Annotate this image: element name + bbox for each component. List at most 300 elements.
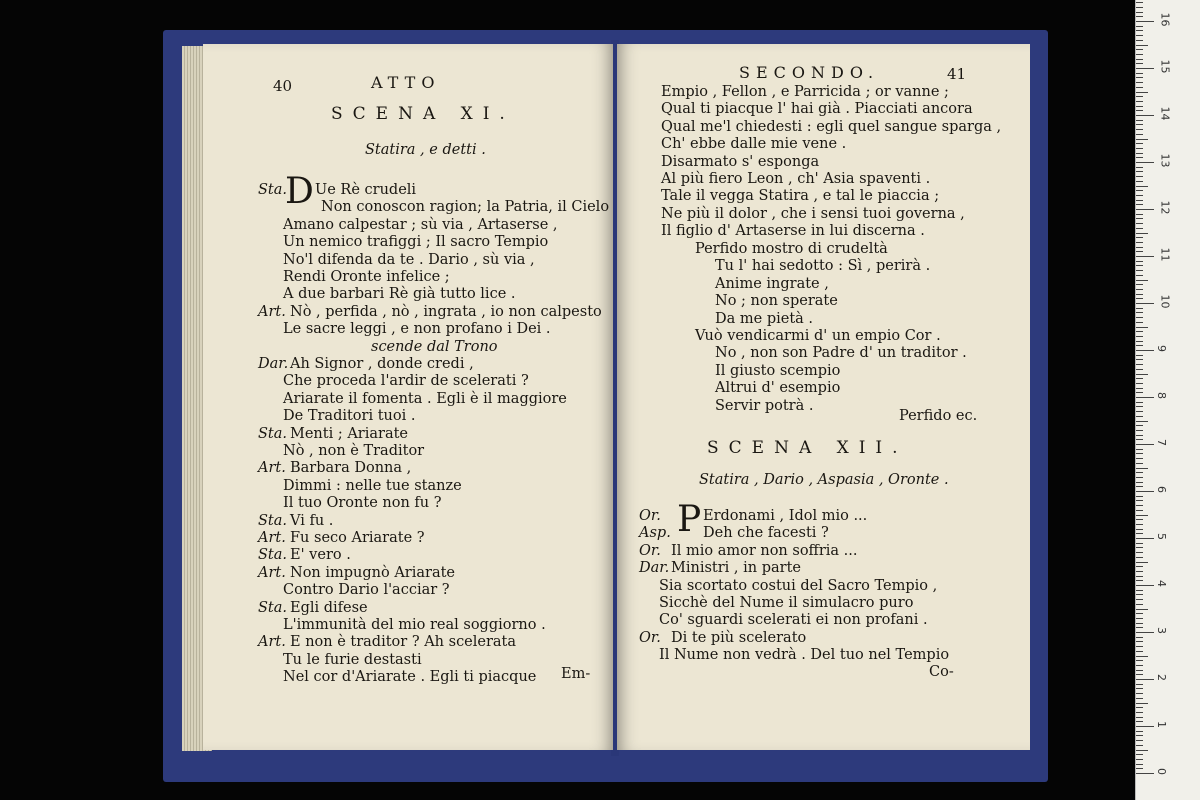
catchword: Em-	[561, 666, 591, 682]
ruler-tick	[1136, 92, 1148, 93]
line-text: Nò , perfida , nò , ingrata , io non calpesto	[290, 303, 602, 320]
ruler-label: 7	[1155, 439, 1168, 446]
speaker-label: Sta.	[258, 182, 288, 198]
speaker-label: Art.	[258, 634, 286, 651]
line-text: Co' sguardi scelerati ei non profani .	[659, 612, 928, 629]
ruler-tick	[1136, 515, 1148, 516]
ruler-tick	[1136, 735, 1143, 736]
ruler-tick	[1136, 665, 1143, 666]
ruler-tick	[1136, 562, 1148, 563]
ruler-tick	[1136, 242, 1143, 243]
ruler-tick	[1136, 632, 1154, 633]
ruler-tick	[1136, 740, 1143, 741]
ruler-tick	[1136, 759, 1143, 760]
ruler-tick	[1136, 646, 1143, 647]
right-page	[617, 44, 1030, 750]
ruler-label: 5	[1155, 533, 1168, 540]
ruler-tick	[1136, 378, 1143, 379]
ruler-tick	[1136, 496, 1143, 497]
text-line	[283, 408, 415, 425]
text-line	[258, 634, 516, 651]
scene-title: SCENA XI.	[331, 104, 515, 124]
text-line	[659, 647, 949, 664]
ruler-tick	[1136, 482, 1143, 483]
ruler-tick	[1136, 251, 1143, 252]
text-line	[639, 543, 858, 560]
ruler-tick	[1136, 312, 1143, 313]
ruler-tick	[1136, 101, 1143, 102]
ruler-tick	[1136, 275, 1143, 276]
line-text: Tale il vegga Statira , e tal le piaccia ;	[661, 188, 940, 205]
text-line	[661, 154, 819, 171]
ruler-tick	[1136, 129, 1143, 130]
ruler-tick	[1136, 68, 1154, 69]
ruler-tick	[1136, 2, 1143, 3]
ruler-label: 10	[1158, 294, 1172, 309]
ruler-label: 11	[1158, 247, 1172, 262]
ruler-tick	[1136, 153, 1143, 154]
text-line	[703, 508, 867, 525]
ruler-tick	[1136, 186, 1148, 187]
ruler-tick	[1136, 40, 1143, 41]
ruler-tick	[1136, 87, 1143, 88]
text-line	[258, 304, 602, 321]
line-text: Vuò vendicarmi d' un empio Cor .	[695, 328, 941, 344]
ruler-tick	[1136, 35, 1143, 36]
text-line	[661, 223, 925, 240]
line-text: Fu seco Ariarate ?	[290, 530, 425, 546]
speaker-label: Dar.	[258, 356, 289, 372]
ruler-tick	[1136, 171, 1143, 172]
ruler-tick	[1136, 444, 1154, 445]
line-text: Ne più il dolor , che i sensi tuoi governa ,	[661, 205, 965, 222]
ruler-tick	[1136, 16, 1143, 17]
ruler-tick	[1136, 726, 1154, 727]
line-text: Il tuo Oronte non fu ?	[283, 495, 442, 512]
line-text: Ah Signor , donde credi ,	[290, 356, 474, 372]
ruler-tick	[1136, 397, 1154, 398]
line-text: Barbara Donna ,	[290, 460, 412, 477]
text-line	[659, 612, 928, 629]
ruler-tick	[1136, 707, 1143, 708]
text-line	[283, 478, 462, 495]
ruler-tick	[1136, 30, 1143, 31]
ruler-tick	[1136, 519, 1143, 520]
text-line	[715, 380, 840, 397]
text-line	[283, 652, 422, 669]
ruler-tick	[1136, 110, 1143, 111]
line-text: Erdonami , Idol mio ...	[703, 508, 868, 524]
ruler-tick	[1136, 134, 1143, 135]
text-line	[283, 443, 424, 460]
line-text: Contro Dario l'acciar ?	[283, 582, 450, 599]
text-line	[258, 565, 455, 582]
ruler-tick	[1136, 45, 1148, 46]
line-text: Che proceda l'ardir de scelerati ?	[283, 373, 529, 390]
ruler-tick	[1136, 355, 1143, 356]
line-text: Il mio amor non soffria ...	[671, 542, 858, 559]
line-text: A due barbari Rè già tutto lice .	[283, 286, 516, 303]
text-line	[258, 600, 368, 617]
ruler-tick	[1136, 430, 1143, 431]
text-line	[639, 630, 806, 647]
ruler-tick	[1136, 613, 1143, 614]
page-number: 40	[273, 77, 293, 95]
ruler-tick	[1136, 303, 1154, 304]
ruler-tick	[1136, 63, 1143, 64]
catchword: Co-	[929, 664, 954, 680]
ruler-tick	[1136, 754, 1143, 755]
line-text: Servir potrà .	[715, 397, 814, 414]
ruler-tick	[1136, 745, 1143, 746]
ruler-tick	[1136, 237, 1143, 238]
line-text: Nò , non è Traditor	[283, 443, 425, 459]
ruler-label: 14	[1158, 106, 1172, 121]
text-line	[695, 328, 941, 345]
line-text: Egli difese	[290, 599, 368, 616]
ruler-tick	[1136, 552, 1143, 553]
speaker-label: Art.	[258, 460, 286, 477]
ruler-tick	[1136, 124, 1143, 125]
measuring-ruler	[1135, 0, 1200, 800]
ruler-tick	[1136, 576, 1143, 577]
text-line	[703, 525, 829, 542]
ruler-tick	[1136, 453, 1143, 454]
ruler-tick	[1136, 392, 1143, 393]
ruler-tick	[1136, 176, 1143, 177]
text-line	[283, 391, 567, 408]
ruler-tick	[1136, 533, 1143, 534]
text-line	[715, 293, 838, 310]
text-line	[639, 525, 671, 542]
text-line	[283, 234, 548, 251]
line-text: Non conoscon ragion; la Patria, il Cielo	[321, 199, 610, 216]
line-text: Ariarate il fomenta . Egli è il maggiore	[283, 390, 567, 407]
speaker-label: Art.	[258, 303, 286, 320]
ruler-tick	[1136, 510, 1143, 511]
ruler-tick	[1136, 712, 1143, 713]
line-text: No'l difenda da te . Dario , sù via ,	[283, 251, 535, 268]
ruler-tick	[1136, 468, 1148, 469]
ruler-tick	[1136, 557, 1143, 558]
ruler-label: 12	[1158, 200, 1172, 215]
line-text: E' vero .	[290, 547, 351, 564]
line-text: Disarmato s' esponga	[661, 153, 820, 170]
drop-cap: P	[677, 499, 702, 540]
line-text: Nel cor d'Ariarate . Egli ti piacque	[283, 669, 537, 686]
text-line	[258, 547, 351, 564]
text-line	[283, 252, 535, 269]
ruler-label: 9	[1155, 345, 1168, 352]
text-line	[315, 182, 416, 199]
ruler-tick	[1136, 670, 1143, 671]
ruler-tick	[1136, 491, 1154, 492]
ruler-tick	[1136, 364, 1143, 365]
ruler-tick	[1136, 538, 1154, 539]
speaker-label: Or.	[639, 542, 661, 559]
line-text: Anime ingrate ,	[715, 275, 829, 292]
ruler-tick	[1136, 106, 1143, 107]
text-line	[258, 530, 425, 547]
ruler-tick	[1136, 209, 1154, 210]
ruler-tick	[1136, 350, 1154, 351]
line-text: L'immunità del mio real soggiorno .	[283, 617, 546, 633]
ruler-tick	[1136, 233, 1148, 234]
line-text: Di te più scelerato	[671, 629, 807, 646]
ruler-tick	[1136, 543, 1143, 544]
text-line	[283, 286, 516, 303]
line-text: Le sacre leggi , e non profano i Dei .	[283, 321, 551, 338]
ruler-tick	[1136, 247, 1143, 248]
ruler-tick	[1136, 200, 1143, 201]
ruler-tick	[1136, 157, 1143, 158]
line-text: Da me pietà .	[715, 310, 814, 327]
drop-cap: D	[285, 171, 314, 212]
ruler-tick	[1136, 120, 1143, 121]
ruler-tick	[1136, 566, 1143, 567]
line-text: Sia scortato costui del Sacro Tempio ,	[659, 577, 938, 594]
ruler-tick	[1136, 571, 1143, 572]
ruler-tick	[1136, 195, 1143, 196]
ruler-tick	[1136, 261, 1143, 262]
line-text: scende dal Trono	[371, 338, 498, 355]
ruler-tick	[1136, 26, 1143, 27]
ruler-tick	[1136, 731, 1143, 732]
ruler-tick	[1136, 773, 1154, 774]
ruler-tick	[1136, 228, 1143, 229]
page-number: 41	[947, 65, 967, 83]
ruler-tick	[1136, 585, 1154, 586]
line-text: Amano calpestar ; sù via , Artaserse ,	[283, 216, 558, 233]
speaker-label: Or.	[639, 508, 661, 524]
ruler-tick	[1136, 651, 1143, 652]
ruler-tick	[1136, 505, 1143, 506]
line-text: Al più fiero Leon , ch' Asia spaventi .	[661, 171, 931, 187]
text-line	[659, 595, 913, 612]
ruler-tick	[1136, 167, 1143, 168]
ruler-tick	[1136, 688, 1143, 689]
scene-persons: Statira , Dario , Aspasia , Oronte .	[699, 472, 949, 488]
ruler-tick	[1136, 284, 1143, 285]
ruler-tick	[1136, 143, 1143, 144]
ruler-tick	[1136, 406, 1143, 407]
speaker-label: Art.	[258, 530, 286, 546]
ruler-tick	[1136, 679, 1154, 680]
scene-persons: Statira , e detti .	[365, 142, 486, 158]
line-text: Il figlio d' Artaserse in lui discerna .	[661, 223, 925, 240]
ruler-tick	[1136, 369, 1143, 370]
ruler-tick	[1136, 703, 1148, 704]
ruler-tick	[1136, 49, 1143, 50]
text-line	[258, 460, 411, 477]
ruler-tick	[1136, 148, 1143, 149]
ruler-tick	[1136, 115, 1154, 116]
text-line	[715, 276, 829, 293]
ruler-tick	[1136, 73, 1143, 74]
ruler-tick	[1136, 421, 1148, 422]
ruler-label: 3	[1155, 627, 1168, 634]
ruler-tick	[1136, 331, 1143, 332]
text-line	[283, 495, 442, 512]
line-text: E non è traditor ? Ah scelerata	[290, 634, 517, 651]
text-line	[639, 560, 801, 577]
line-text: Tu le furie destasti	[283, 651, 422, 668]
ruler-tick	[1136, 623, 1143, 624]
text-line	[715, 363, 840, 380]
line-text: No , non son Padre d' un traditor .	[715, 345, 967, 362]
text-line	[321, 199, 609, 216]
ruler-tick	[1136, 270, 1143, 271]
text-line	[258, 513, 333, 530]
ruler-tick	[1136, 637, 1143, 638]
aria-end: Perfido ec.	[899, 408, 978, 424]
ruler-tick	[1136, 547, 1143, 548]
ruler-tick	[1136, 472, 1143, 473]
text-line	[283, 373, 529, 390]
line-text: Un nemico trafiggi ; Il sacro Tempio	[283, 234, 549, 251]
text-line	[283, 582, 450, 599]
speaker-label: Sta.	[258, 512, 288, 529]
ruler-tick	[1136, 590, 1143, 591]
ruler-tick	[1136, 402, 1143, 403]
ruler-tick	[1136, 609, 1148, 610]
text-line	[661, 171, 930, 188]
text-line	[715, 311, 813, 328]
line-text: Ue Rè crudeli	[315, 182, 417, 198]
ruler-tick	[1136, 411, 1143, 412]
ruler-tick	[1136, 604, 1143, 605]
line-text: Sicchè del Nume il simulacro puro	[659, 595, 914, 611]
scene-title: SCENA XII.	[707, 438, 908, 458]
ruler-label: 13	[1158, 153, 1172, 168]
ruler-tick	[1136, 223, 1143, 224]
line-text: De Traditori tuoi .	[283, 408, 416, 425]
ruler-tick	[1136, 458, 1143, 459]
ruler-tick	[1136, 388, 1143, 389]
ruler-tick	[1136, 764, 1143, 765]
text-line	[661, 136, 846, 153]
ruler-tick	[1136, 322, 1143, 323]
ruler-tick	[1136, 693, 1143, 694]
speaker-label: Asp.	[639, 525, 671, 542]
ruler-tick	[1136, 341, 1143, 342]
ruler-tick	[1136, 656, 1148, 657]
text-line	[258, 356, 474, 373]
ruler-tick	[1136, 345, 1143, 346]
line-text: Il Nume non vedrà . Del tuo nel Tempio	[659, 647, 950, 664]
speaker-label: Sta.	[258, 599, 288, 616]
line-text: Il giusto scempio	[715, 362, 841, 379]
line-text: Menti ; Ariarate	[290, 425, 409, 442]
ruler-tick	[1136, 7, 1143, 8]
line-text: Deh che facesti ?	[703, 525, 829, 542]
text-line	[715, 345, 967, 362]
ruler-label: 6	[1155, 486, 1168, 493]
line-text: Ministri , in parte	[671, 560, 801, 577]
ruler-tick	[1136, 308, 1143, 309]
ruler-tick	[1136, 327, 1148, 328]
running-head: ATTO	[371, 73, 441, 92]
ruler-tick	[1136, 594, 1143, 595]
ruler-tick	[1136, 698, 1143, 699]
ruler-label: 2	[1155, 674, 1168, 681]
text-line	[715, 398, 813, 415]
ruler-tick	[1136, 214, 1143, 215]
text-line	[283, 217, 558, 234]
ruler-tick	[1136, 12, 1143, 13]
ruler-tick	[1136, 181, 1143, 182]
ruler-tick	[1136, 721, 1143, 722]
speaker-label: Dar.	[639, 560, 670, 577]
ruler-tick	[1136, 298, 1143, 299]
ruler-tick	[1136, 190, 1143, 191]
line-text: Ch' ebbe dalle mie vene .	[661, 136, 847, 153]
ruler-tick	[1136, 139, 1148, 140]
ruler-tick	[1136, 416, 1143, 417]
ruler-tick	[1136, 439, 1143, 440]
speaker-label: Or.	[639, 629, 661, 646]
ruler-label: 1	[1155, 721, 1168, 728]
text-line	[661, 206, 965, 223]
text-line	[661, 188, 939, 205]
ruler-tick	[1136, 599, 1143, 600]
ruler-tick	[1136, 218, 1143, 219]
ruler-tick	[1136, 317, 1143, 318]
text-line	[659, 578, 937, 595]
ruler-tick	[1136, 289, 1143, 290]
ruler-tick	[1136, 449, 1143, 450]
line-text: Tu l' hai sedotto : Sì , perirà .	[715, 258, 931, 275]
ruler-label: 0	[1155, 768, 1168, 775]
ruler-tick	[1136, 359, 1143, 360]
ruler-tick	[1136, 684, 1143, 685]
left-page	[203, 44, 613, 750]
ruler-tick	[1136, 750, 1148, 751]
text-line	[661, 84, 949, 101]
text-line	[661, 101, 973, 118]
ruler-tick	[1136, 162, 1154, 163]
line-text: Rendi Oronte infelice ;	[283, 269, 450, 285]
text-line	[695, 241, 888, 258]
text-line	[661, 119, 1001, 136]
ruler-tick	[1136, 529, 1143, 530]
ruler-tick	[1136, 717, 1143, 718]
ruler-tick	[1136, 524, 1143, 525]
ruler-tick	[1136, 435, 1143, 436]
ruler-label: 4	[1155, 580, 1168, 587]
line-text: Qual ti piacque l' hai già . Piacciati ancora	[661, 101, 973, 118]
ruler-tick	[1136, 627, 1143, 628]
ruler-tick	[1136, 768, 1143, 769]
line-text: Non impugnò Ariarate	[290, 564, 456, 581]
text-line	[715, 258, 930, 275]
ruler-tick	[1136, 204, 1143, 205]
ruler-label: 8	[1155, 392, 1168, 399]
ruler-label: 16	[1158, 12, 1172, 27]
text-line	[283, 617, 546, 634]
line-text: Qual me'l chiedesti : egli quel sangue sparga ,	[661, 118, 1002, 135]
ruler-tick	[1136, 265, 1143, 266]
ruler-tick	[1136, 294, 1143, 295]
ruler-tick	[1136, 674, 1143, 675]
line-text: Empio , Fellon , e Parricida ; or vanne ;	[661, 84, 949, 100]
ruler-tick	[1136, 425, 1143, 426]
line-text: No ; non sperate	[715, 293, 838, 310]
speaker-label: Art.	[258, 564, 286, 581]
ruler-tick	[1136, 618, 1143, 619]
ruler-tick	[1136, 463, 1143, 464]
ruler-tick	[1136, 383, 1143, 384]
